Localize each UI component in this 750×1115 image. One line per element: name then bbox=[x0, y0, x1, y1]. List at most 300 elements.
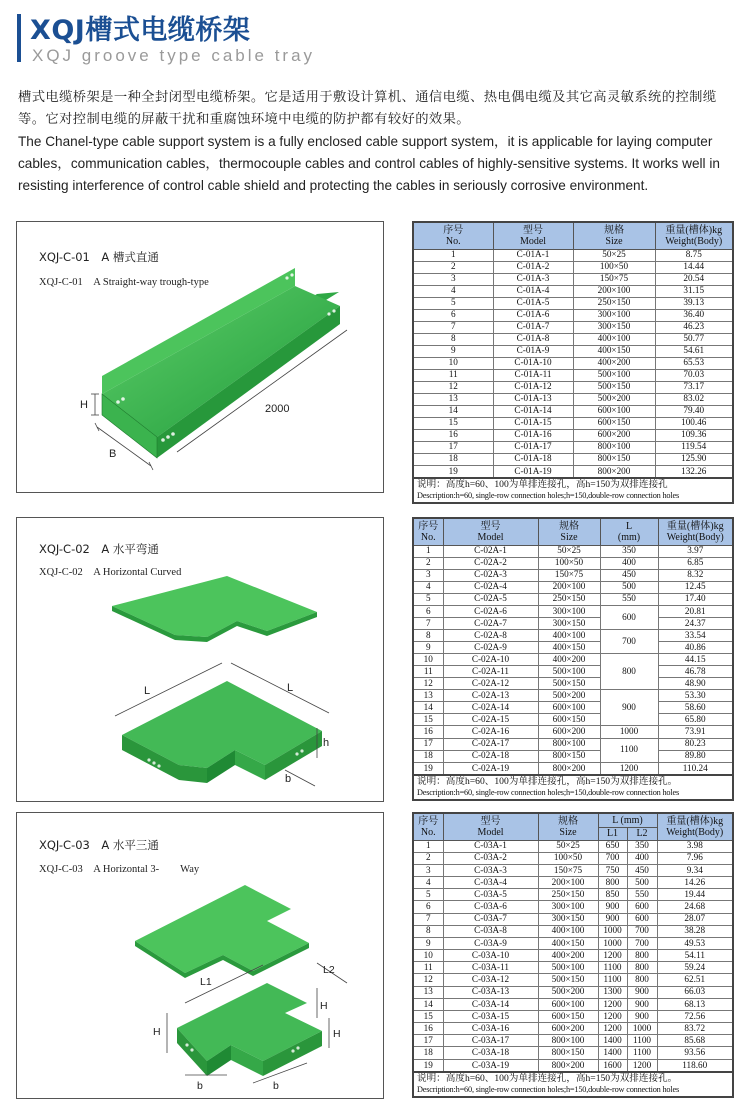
table-row bbox=[413, 974, 733, 986]
col-header-size: 规格 Size bbox=[573, 222, 655, 249]
table-row bbox=[413, 545, 733, 557]
cell-model: C-02A-1 bbox=[443, 545, 538, 557]
cell-weight: 31.15 bbox=[655, 285, 733, 297]
table-row bbox=[413, 750, 733, 762]
cell-no: 8 bbox=[413, 925, 443, 937]
table-row bbox=[413, 738, 733, 750]
cell-size: 50×25 bbox=[573, 249, 655, 261]
cell-no: 2 bbox=[413, 557, 443, 569]
cell-model: C-01A-11 bbox=[493, 369, 573, 381]
cell-size: 100×50 bbox=[538, 557, 600, 569]
table-row bbox=[413, 642, 733, 654]
table-row bbox=[413, 1035, 733, 1047]
cell-model: C-03A-19 bbox=[443, 1059, 538, 1072]
table-row bbox=[413, 345, 733, 357]
figure-caption-cn: XQJ-C-01 A 槽式直通 bbox=[39, 250, 159, 264]
cell-weight: 50.77 bbox=[655, 333, 733, 345]
col-header-size: 规格 Size bbox=[538, 518, 600, 545]
horizontal-curved-figure bbox=[16, 517, 384, 802]
cell-size: 800×200 bbox=[573, 465, 655, 478]
cell-model: C-02A-10 bbox=[443, 654, 538, 666]
cell-model: C-03A-13 bbox=[443, 986, 538, 998]
cell-l: 700 bbox=[600, 629, 658, 653]
cell-weight: 66.03 bbox=[657, 986, 733, 998]
cell-size: 150×75 bbox=[538, 864, 598, 876]
cell-weight: 8.32 bbox=[658, 569, 733, 581]
cell-no: 13 bbox=[413, 986, 443, 998]
table-row bbox=[413, 453, 733, 465]
cell-no: 2 bbox=[413, 261, 493, 273]
table-row bbox=[413, 273, 733, 285]
figure-caption-cn: XQJ-C-03 A 水平三通 bbox=[39, 838, 159, 852]
cell-l2: 450 bbox=[627, 864, 657, 876]
cell-model: C-03A-7 bbox=[443, 913, 538, 925]
cell-weight: 73.17 bbox=[655, 381, 733, 393]
cell-model: C-03A-17 bbox=[443, 1035, 538, 1047]
cell-model: C-03A-18 bbox=[443, 1047, 538, 1059]
cell-weight: 14.44 bbox=[655, 261, 733, 273]
cell-weight: 59.24 bbox=[657, 962, 733, 974]
cell-l1: 900 bbox=[598, 901, 627, 913]
table-row bbox=[413, 249, 733, 261]
cell-l2: 900 bbox=[627, 998, 657, 1010]
cell-size: 300×100 bbox=[573, 309, 655, 321]
table-row bbox=[413, 726, 733, 738]
cell-size: 500×150 bbox=[538, 974, 598, 986]
cell-l: 800 bbox=[600, 654, 658, 690]
col-header-l1: L1 bbox=[598, 827, 627, 840]
cell-no: 17 bbox=[413, 738, 443, 750]
cell-weight: 62.51 bbox=[657, 974, 733, 986]
cell-no: 12 bbox=[413, 678, 443, 690]
cell-no: 6 bbox=[413, 309, 493, 321]
table-row bbox=[413, 962, 733, 974]
cell-weight: 80.23 bbox=[658, 738, 733, 750]
cell-no: 18 bbox=[413, 453, 493, 465]
cell-model: C-02A-2 bbox=[443, 557, 538, 569]
table-note: 说明：高度h=60、100为单排连接孔，高h=150为双排连接孔。 Description:h=60, single-row connection holes;h=150,double-row connection holes bbox=[413, 775, 733, 800]
cell-l1: 800 bbox=[598, 877, 627, 889]
table-row bbox=[413, 617, 733, 629]
cell-weight: 3.98 bbox=[657, 840, 733, 852]
dim-h-front-label: H bbox=[333, 1028, 341, 1040]
page-title: XQJ槽式电缆桥架 bbox=[30, 15, 251, 46]
cell-weight: 68.13 bbox=[657, 998, 733, 1010]
cell-no: 8 bbox=[413, 333, 493, 345]
cell-model: C-03A-2 bbox=[443, 852, 538, 864]
cell-model: C-01A-7 bbox=[493, 321, 573, 333]
cell-size: 600×200 bbox=[538, 1023, 598, 1035]
cell-size: 200×100 bbox=[538, 877, 598, 889]
cell-size: 600×200 bbox=[538, 726, 600, 738]
cell-l2: 600 bbox=[627, 913, 657, 925]
col-header-no: 序号 No. bbox=[413, 518, 443, 545]
cell-model: C-01A-5 bbox=[493, 297, 573, 309]
table-row bbox=[413, 762, 733, 775]
cell-size: 800×100 bbox=[538, 1035, 598, 1047]
table-row bbox=[413, 285, 733, 297]
table-row bbox=[413, 986, 733, 998]
figure-caption-en: XQJ-C-02 A Horizontal Curved bbox=[39, 567, 182, 578]
cell-no: 12 bbox=[413, 974, 443, 986]
table-row bbox=[413, 557, 733, 569]
cell-model: C-02A-8 bbox=[443, 629, 538, 641]
intro-english: The Chanel-type cable support system is a fully enclosed cable support system，it is applicable for laying computer cables，communication cables，thermocouple cables and control cables of highly-sensitive systems. It works well in resisting interference of control cable shield and protecting the cables in seriously corrosive environment. bbox=[18, 134, 720, 193]
cell-no: 4 bbox=[413, 877, 443, 889]
cell-size: 800×150 bbox=[573, 453, 655, 465]
table-row bbox=[413, 261, 733, 273]
table-row bbox=[413, 950, 733, 962]
table-row bbox=[413, 864, 733, 876]
cell-model: C-01A-14 bbox=[493, 405, 573, 417]
cell-weight: 3.97 bbox=[658, 545, 733, 557]
table-row bbox=[413, 1047, 733, 1059]
cell-l2: 800 bbox=[627, 962, 657, 974]
cell-weight: 14.26 bbox=[657, 877, 733, 889]
cell-size: 800×100 bbox=[573, 441, 655, 453]
cell-no: 15 bbox=[413, 1010, 443, 1022]
cell-weight: 39.13 bbox=[655, 297, 733, 309]
cell-weight: 40.86 bbox=[658, 642, 733, 654]
cell-weight: 54.61 bbox=[655, 345, 733, 357]
cell-l1: 1200 bbox=[598, 950, 627, 962]
cell-no: 17 bbox=[413, 441, 493, 453]
table-row bbox=[413, 593, 733, 605]
cell-model: C-03A-16 bbox=[443, 1023, 538, 1035]
intro-chinese: 槽式电缆桥架是一种全封闭型电缆桥架。它是适用于敷设计算机、通信电缆、热电偶电缆及其它高灵敏系统的控制缆等。它对控制电缆的屏蔽干扰和重腐蚀环境中电缆的防护都有较好的效果。 bbox=[18, 90, 717, 127]
cell-weight: 119.54 bbox=[655, 441, 733, 453]
table-row bbox=[413, 666, 733, 678]
cell-weight: 12.45 bbox=[658, 581, 733, 593]
cell-weight: 49.53 bbox=[657, 937, 733, 949]
cell-size: 100×50 bbox=[538, 852, 598, 864]
cell-model: C-02A-17 bbox=[443, 738, 538, 750]
cell-weight: 7.96 bbox=[657, 852, 733, 864]
cell-l: 600 bbox=[600, 605, 658, 629]
cell-size: 500×100 bbox=[538, 666, 600, 678]
cell-no: 16 bbox=[413, 429, 493, 441]
table-row bbox=[413, 629, 733, 641]
cell-l1: 1400 bbox=[598, 1047, 627, 1059]
cell-l2: 1000 bbox=[627, 1023, 657, 1035]
cell-l1: 1000 bbox=[598, 925, 627, 937]
col-header-no: 序号 No. bbox=[413, 813, 443, 840]
cell-weight: 38.28 bbox=[657, 925, 733, 937]
cell-size: 600×150 bbox=[538, 1010, 598, 1022]
cell-no: 4 bbox=[413, 581, 443, 593]
cell-size: 400×100 bbox=[538, 629, 600, 641]
col-header-weight: 重量(槽体)kg Weight(Body) bbox=[657, 813, 733, 840]
cell-size: 400×150 bbox=[538, 937, 598, 949]
table-row bbox=[413, 901, 733, 913]
cell-l1: 700 bbox=[598, 852, 627, 864]
cell-weight: 110.24 bbox=[658, 762, 733, 775]
table-row bbox=[413, 714, 733, 726]
cell-l2: 550 bbox=[627, 889, 657, 901]
cell-size: 800×200 bbox=[538, 762, 600, 775]
cell-no: 9 bbox=[413, 937, 443, 949]
cell-size: 400×150 bbox=[573, 345, 655, 357]
cell-size: 400×200 bbox=[573, 357, 655, 369]
cell-model: C-01A-10 bbox=[493, 357, 573, 369]
cell-size: 50×25 bbox=[538, 840, 598, 852]
table-note: 说明：高度h=60、100为单排连接孔，高h=150为双排连接孔 Description:h=60, single-row connection holes;h=150,double-row connection holes bbox=[413, 478, 733, 503]
dim-l-right-label: L bbox=[287, 682, 294, 694]
cell-weight: 8.75 bbox=[655, 249, 733, 261]
cell-no: 7 bbox=[413, 617, 443, 629]
horizontal-curved-spec-table bbox=[412, 517, 734, 801]
cell-model: C-03A-15 bbox=[443, 1010, 538, 1022]
cell-l1: 1600 bbox=[598, 1059, 627, 1072]
cell-model: C-03A-10 bbox=[443, 950, 538, 962]
dim-l1-label: L1 bbox=[200, 976, 212, 988]
dim-h-label: h bbox=[323, 737, 330, 749]
dim-h-label: H bbox=[80, 399, 88, 411]
cell-no: 19 bbox=[413, 762, 443, 775]
cell-no: 4 bbox=[413, 285, 493, 297]
cell-weight: 20.81 bbox=[658, 605, 733, 617]
cell-size: 150×75 bbox=[573, 273, 655, 285]
cell-no: 15 bbox=[413, 417, 493, 429]
cell-weight: 125.90 bbox=[655, 453, 733, 465]
cell-size: 500×100 bbox=[538, 962, 598, 974]
cell-size: 300×150 bbox=[538, 913, 598, 925]
cell-weight: 20.54 bbox=[655, 273, 733, 285]
cell-weight: 48.90 bbox=[658, 678, 733, 690]
cell-model: C-02A-3 bbox=[443, 569, 538, 581]
cell-model: C-03A-1 bbox=[443, 840, 538, 852]
cell-model: C-03A-12 bbox=[443, 974, 538, 986]
cell-weight: 73.91 bbox=[658, 726, 733, 738]
cell-no: 6 bbox=[413, 605, 443, 617]
cell-l2: 800 bbox=[627, 950, 657, 962]
cell-l2: 600 bbox=[627, 901, 657, 913]
cell-no: 11 bbox=[413, 666, 443, 678]
cell-no: 16 bbox=[413, 726, 443, 738]
cell-size: 250×150 bbox=[538, 593, 600, 605]
col-header-model: 型号 Model bbox=[443, 813, 538, 840]
cell-model: C-02A-15 bbox=[443, 714, 538, 726]
dim-b-label: B bbox=[109, 448, 117, 460]
cell-size: 100×50 bbox=[573, 261, 655, 273]
figure-caption-cn: XQJ-C-02 A 水平弯通 bbox=[39, 542, 159, 556]
cell-model: C-03A-11 bbox=[443, 962, 538, 974]
cell-no: 19 bbox=[413, 465, 493, 478]
cell-model: C-01A-6 bbox=[493, 309, 573, 321]
cell-weight: 36.40 bbox=[655, 309, 733, 321]
cell-model: C-02A-11 bbox=[443, 666, 538, 678]
dim-h-left-label: H bbox=[153, 1026, 161, 1038]
cell-size: 800×150 bbox=[538, 750, 600, 762]
table-row bbox=[413, 441, 733, 453]
table-row bbox=[413, 678, 733, 690]
cell-no: 18 bbox=[413, 750, 443, 762]
table-row bbox=[413, 429, 733, 441]
cell-l2: 700 bbox=[627, 925, 657, 937]
col-header-model: 型号 Model bbox=[443, 518, 538, 545]
page-subtitle: XQJ groove type cable tray bbox=[32, 46, 316, 65]
table-row bbox=[413, 937, 733, 949]
cell-model: C-03A-5 bbox=[443, 889, 538, 901]
cell-size: 400×200 bbox=[538, 654, 600, 666]
table-row bbox=[413, 998, 733, 1010]
table-row bbox=[413, 690, 733, 702]
cell-weight: 6.85 bbox=[658, 557, 733, 569]
cell-weight: 79.40 bbox=[655, 405, 733, 417]
cell-l1: 1300 bbox=[598, 986, 627, 998]
cell-l: 1000 bbox=[600, 726, 658, 738]
cell-l2: 500 bbox=[627, 877, 657, 889]
table-row bbox=[413, 925, 733, 937]
cell-model: C-01A-19 bbox=[493, 465, 573, 478]
table-row bbox=[413, 465, 733, 478]
cell-size: 400×150 bbox=[538, 642, 600, 654]
cell-no: 17 bbox=[413, 1035, 443, 1047]
cell-l1: 1000 bbox=[598, 937, 627, 949]
cell-no: 14 bbox=[413, 702, 443, 714]
table-row bbox=[413, 877, 733, 889]
cell-l1: 1200 bbox=[598, 1023, 627, 1035]
cell-weight: 46.23 bbox=[655, 321, 733, 333]
cell-weight: 46.78 bbox=[658, 666, 733, 678]
cell-l2: 900 bbox=[627, 1010, 657, 1022]
table-row bbox=[413, 852, 733, 864]
col-header-l2: L2 bbox=[627, 827, 657, 840]
cell-no: 11 bbox=[413, 369, 493, 381]
cell-weight: 72.56 bbox=[657, 1010, 733, 1022]
cell-l: 550 bbox=[600, 593, 658, 605]
cell-weight: 93.56 bbox=[657, 1047, 733, 1059]
cell-size: 150×75 bbox=[538, 569, 600, 581]
cell-size: 500×200 bbox=[538, 690, 600, 702]
cell-model: C-03A-9 bbox=[443, 937, 538, 949]
cell-no: 3 bbox=[413, 864, 443, 876]
horizontal-tee-spec-table bbox=[412, 812, 734, 1098]
cell-size: 800×100 bbox=[538, 738, 600, 750]
cell-model: C-03A-8 bbox=[443, 925, 538, 937]
dim-l-left-label: L bbox=[144, 685, 151, 697]
cell-weight: 33.54 bbox=[658, 629, 733, 641]
cell-size: 800×150 bbox=[538, 1047, 598, 1059]
cell-weight: 58.60 bbox=[658, 702, 733, 714]
cell-model: C-01A-1 bbox=[493, 249, 573, 261]
cell-weight: 85.68 bbox=[657, 1035, 733, 1047]
cell-size: 400×200 bbox=[538, 950, 598, 962]
title-accent-bar bbox=[17, 14, 21, 62]
cell-size: 300×100 bbox=[538, 605, 600, 617]
cell-no: 10 bbox=[413, 654, 443, 666]
cell-size: 800×200 bbox=[538, 1059, 598, 1072]
col-header-weight: 重量(槽体)kg Weight(Body) bbox=[658, 518, 733, 545]
cell-weight: 44.15 bbox=[658, 654, 733, 666]
cell-size: 600×150 bbox=[573, 417, 655, 429]
cell-size: 50×25 bbox=[538, 545, 600, 557]
cell-size: 300×150 bbox=[573, 321, 655, 333]
cell-l1: 1400 bbox=[598, 1035, 627, 1047]
cell-l2: 400 bbox=[627, 852, 657, 864]
horizontal-curved-drawing bbox=[17, 518, 383, 801]
cell-no: 7 bbox=[413, 321, 493, 333]
cell-model: C-02A-19 bbox=[443, 762, 538, 775]
cell-model: C-03A-14 bbox=[443, 998, 538, 1010]
cell-weight: 24.68 bbox=[657, 901, 733, 913]
cell-model: C-01A-16 bbox=[493, 429, 573, 441]
cell-model: C-02A-12 bbox=[443, 678, 538, 690]
cell-weight: 65.53 bbox=[655, 357, 733, 369]
straight-tray-figure bbox=[16, 221, 384, 493]
cell-model: C-02A-5 bbox=[443, 593, 538, 605]
table-row bbox=[413, 913, 733, 925]
cell-size: 300×150 bbox=[538, 617, 600, 629]
cell-l1: 850 bbox=[598, 889, 627, 901]
cell-l: 1200 bbox=[600, 762, 658, 775]
cell-no: 11 bbox=[413, 962, 443, 974]
cell-size: 500×200 bbox=[573, 393, 655, 405]
cell-weight: 9.34 bbox=[657, 864, 733, 876]
cell-model: C-01A-9 bbox=[493, 345, 573, 357]
cell-no: 1 bbox=[413, 545, 443, 557]
cell-size: 600×200 bbox=[573, 429, 655, 441]
cell-l2: 800 bbox=[627, 974, 657, 986]
table-row bbox=[413, 405, 733, 417]
cell-no: 3 bbox=[413, 273, 493, 285]
col-header-no: 序号 No. bbox=[413, 222, 493, 249]
cell-model: C-01A-17 bbox=[493, 441, 573, 453]
cell-size: 400×100 bbox=[573, 333, 655, 345]
cell-l: 350 bbox=[600, 545, 658, 557]
cell-model: C-02A-6 bbox=[443, 605, 538, 617]
cell-weight: 100.46 bbox=[655, 417, 733, 429]
dim-length-label: 2000 bbox=[265, 403, 290, 415]
cell-no: 12 bbox=[413, 381, 493, 393]
cell-size: 600×100 bbox=[573, 405, 655, 417]
cell-l: 450 bbox=[600, 569, 658, 581]
figure-caption-en: XQJ-C-03 A Horizontal 3- Way bbox=[39, 864, 200, 875]
cell-model: C-03A-3 bbox=[443, 864, 538, 876]
dim-b-right-label: b bbox=[273, 1080, 279, 1092]
cell-no: 13 bbox=[413, 690, 443, 702]
cell-no: 1 bbox=[413, 840, 443, 852]
cell-model: C-01A-12 bbox=[493, 381, 573, 393]
cell-l1: 900 bbox=[598, 913, 627, 925]
cell-model: C-02A-16 bbox=[443, 726, 538, 738]
dim-b-left-label: b bbox=[197, 1080, 203, 1092]
table-row bbox=[413, 369, 733, 381]
cell-weight: 89.80 bbox=[658, 750, 733, 762]
cell-l: 900 bbox=[600, 690, 658, 726]
table-row bbox=[413, 569, 733, 581]
cell-size: 300×100 bbox=[538, 901, 598, 913]
cell-l: 1100 bbox=[600, 738, 658, 762]
cell-no: 6 bbox=[413, 901, 443, 913]
table-row bbox=[413, 1059, 733, 1072]
cell-l: 400 bbox=[600, 557, 658, 569]
table-row bbox=[413, 381, 733, 393]
cell-model: C-01A-3 bbox=[493, 273, 573, 285]
cell-no: 5 bbox=[413, 889, 443, 901]
col-header-l: L (mm) bbox=[598, 813, 657, 827]
cell-size: 500×150 bbox=[538, 678, 600, 690]
cell-weight: 83.02 bbox=[655, 393, 733, 405]
cell-weight: 70.03 bbox=[655, 369, 733, 381]
col-header-model: 型号 Model bbox=[493, 222, 573, 249]
cell-l2: 900 bbox=[627, 986, 657, 998]
cell-model: C-02A-9 bbox=[443, 642, 538, 654]
cell-size: 200×100 bbox=[573, 285, 655, 297]
cell-model: C-01A-4 bbox=[493, 285, 573, 297]
cell-model: C-01A-18 bbox=[493, 453, 573, 465]
horizontal-tee-figure bbox=[16, 812, 384, 1099]
